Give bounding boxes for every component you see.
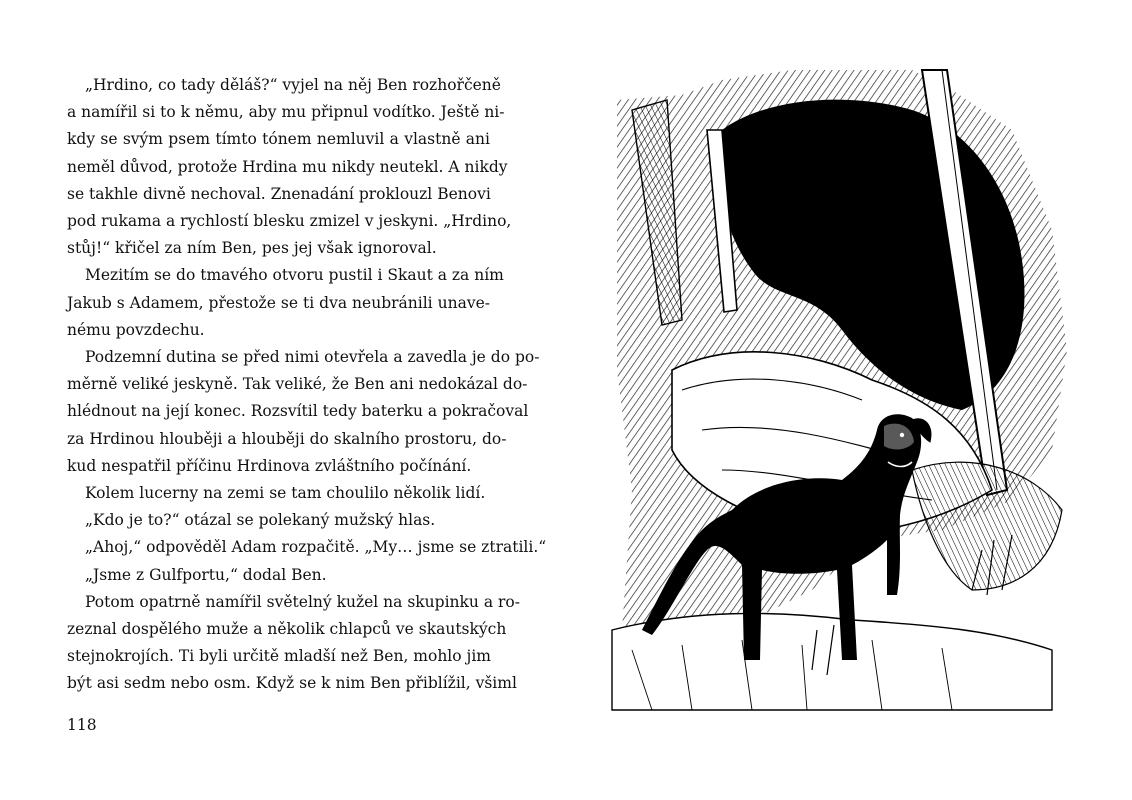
text-line: hlédnout na její konec. Rozsvítil tedy baterku a pokračoval [67,402,529,421]
text-line: se takhle divně nechoval. Znenadání proklouzl Benovi [67,184,491,203]
text-line: „Kdo je to?“ otázal se polekaný mužský hlas. [85,511,436,530]
text-line: Jakub s Adamem, přestože se ti dva neubránili unave- [67,293,490,312]
text-line: měrně veliké jeskyně. Tak veliké, že Ben ani nedokázal do- [67,375,528,394]
text-line: Potom opatrně namířil světelný kužel na skupinku a ro- [85,592,520,611]
text-line: Kolem lucerny na zemi se tam choulilo několik lidí. [85,484,486,503]
text-line: „Jsme z Gulfportu,“ dodal Ben. [85,565,327,584]
text-line: a namířil si to k němu, aby mu připnul vodítko. Ještě ni- [67,103,505,122]
text-line: „Ahoj,“ odpověděl Adam rozpačitě. „My… jsme se ztratili.“ [85,538,547,557]
page-body-text [67,72,547,698]
text-line: nému povzdechu. [67,320,205,339]
text-line: za Hrdinou hlouběji a hlouběji do skalního prostoru, do- [67,429,507,448]
text-line: být asi sedm nebo osm. Když se k nim Ben přiblížil, všiml [67,674,517,693]
text-line: kud nespatřil příčinu Hrdinova zvláštního počínání. [67,456,472,475]
text-line: kdy se svým psem tímto tónem nemluvil a vlastně ani [67,130,490,149]
page-number: 118 [67,716,97,734]
text-line: zeznal dospělého muže a několik chlapců ve skautských [67,620,507,639]
text-line: Podzemní dutina se před nimi otevřela a zavedla je do po- [85,348,540,367]
text-line: pod rukama a rychlostí blesku zmizel v jeskyni. „Hrdino, [67,212,512,231]
text-line: stůj!“ křičel za ním Ben, pes jej však ignoroval. [67,239,437,258]
dog-cave-illustration [612,70,1080,710]
text-line: „Hrdino, co tady děláš?“ vyjel na něj Ben rozhořčeně [85,76,501,94]
text-line: stejnokrojích. Ti byli určitě mladší než Ben, mohlo jim [67,647,491,666]
text-line: neměl důvod, protože Hrdina mu nikdy neutekl. A nikdy [67,157,508,176]
text-line: Mezitím se do tmavého otvoru pustil i Skaut a za ním [85,266,504,285]
